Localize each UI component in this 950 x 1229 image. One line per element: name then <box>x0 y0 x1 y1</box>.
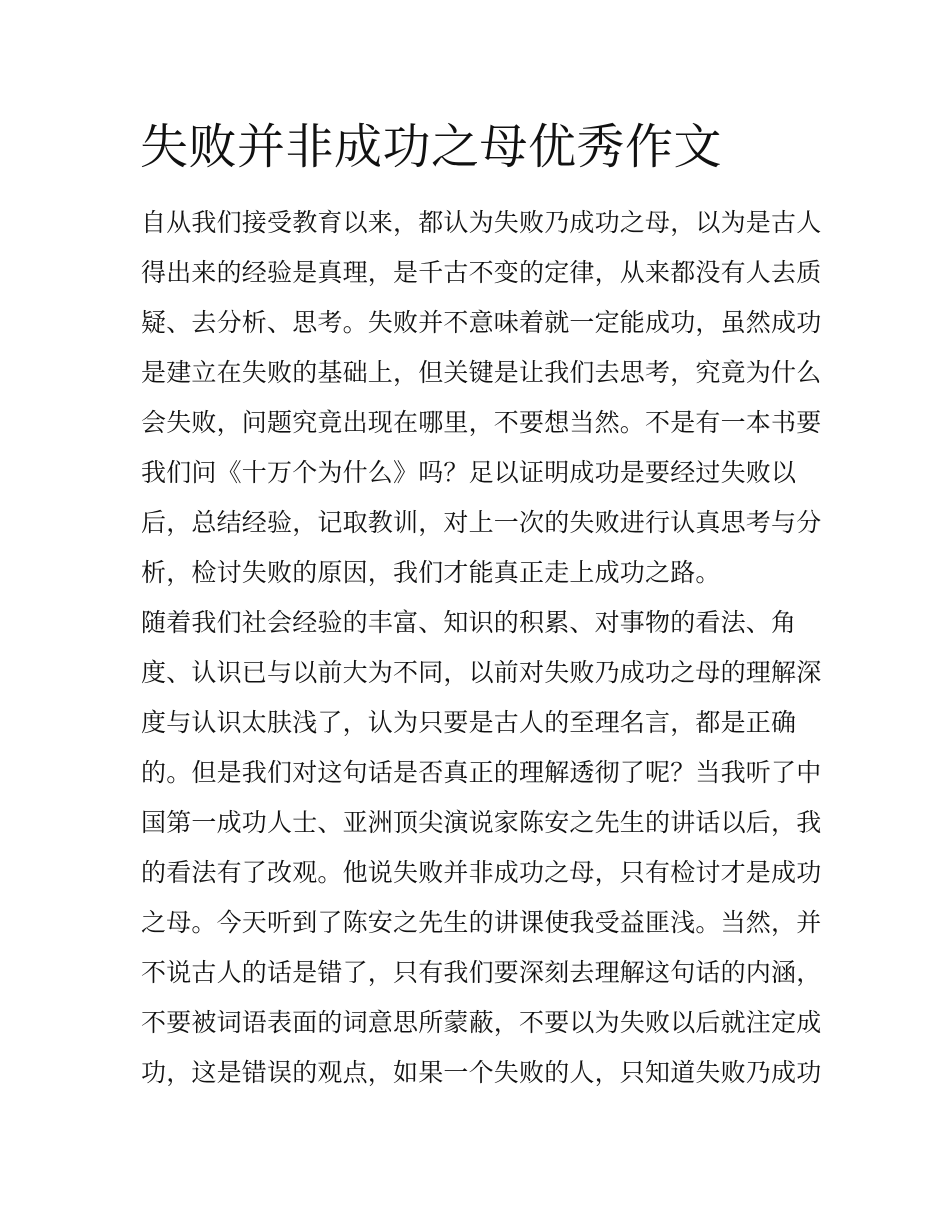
text-line: 自从我们接受教育以来，都认为失败乃成功之母，以为是古人 <box>141 208 822 237</box>
text-line: 之母。今天听到了陈安之先生的讲课使我受益匪浅。当然，并 <box>141 908 822 937</box>
text-line: 疑、去分析、思考。失败并不意味着就一定能成功，虽然成功 <box>141 308 822 337</box>
text-line: 国第一成功人士、亚洲顶尖演说家陈安之先生的讲话以后，我 <box>141 808 822 837</box>
text-line: 我们问《十万个为什么》吗？足以证明成功是要经过失败以 <box>141 458 797 487</box>
text-line: 的看法有了改观。他说失败并非成功之母，只有检讨才是成功 <box>141 858 822 887</box>
text-line: 的。但是我们对这句话是否真正的理解透彻了呢？当我听了中 <box>141 758 822 787</box>
text-line: 度与认识太肤浅了，认为只要是古人的至理名言，都是正确 <box>141 708 797 737</box>
text-line: 析，检讨失败的原因，我们才能真正走上成功之路。 <box>141 558 721 587</box>
document-title: 失败并非成功之母优秀作文 <box>140 119 723 175</box>
text-line: 得出来的经验是真理，是千古不变的定律，从来都没有人去质 <box>141 258 822 287</box>
text-line: 随着我们社会经验的丰富、知识的积累、对事物的看法、角 <box>141 608 797 637</box>
text-line: 是建立在失败的基础上，但关键是让我们去思考，究竟为什么 <box>141 358 822 387</box>
text-line: 不说古人的话是错了，只有我们要深刻去理解这句话的内涵， <box>141 958 822 987</box>
text-line: 功，这是错误的观点，如果一个失败的人，只知道失败乃成功 <box>141 1058 822 1087</box>
text-line: 会失败，问题究竟出现在哪里，不要想当然。不是有一本书要 <box>141 408 822 437</box>
text-line: 后，总结经验，记取教训，对上一次的失败进行认真思考与分 <box>141 508 822 537</box>
text-line: 不要被词语表面的词意思所蒙蔽，不要以为失败以后就注定成 <box>141 1008 822 1037</box>
text-line: 度、认识已与以前大为不同，以前对失败乃成功之母的理解深 <box>141 658 822 687</box>
essay-body <box>141 198 821 1098</box>
